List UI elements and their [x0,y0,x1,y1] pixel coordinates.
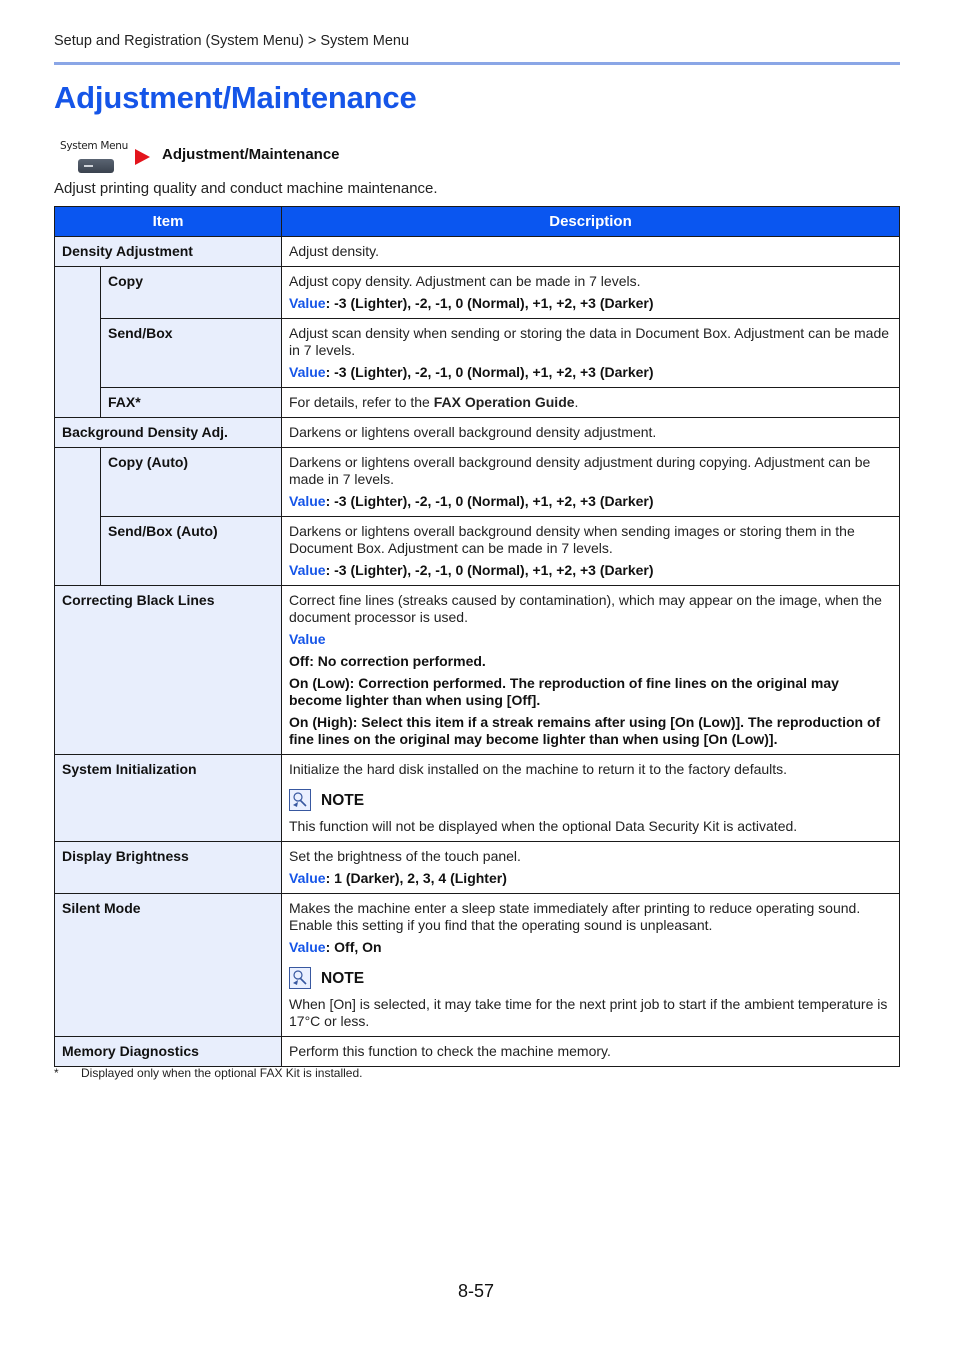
table-row [55,319,900,388]
item-display-brightness: Display Brightness [55,842,282,894]
value-text: : -3 (Lighter), -2, -1, 0 (Normal), +1, +2, +3 (Darker) [325,493,654,509]
note-text: This function will not be displayed when the optional Data Security Kit is activated. [289,818,798,834]
desc-text: Darkens or lightens overall background density when sending images or storing them in the Document Box. Adjustment can be made in 7 levels. [289,523,855,556]
indent-cell [55,267,101,418]
desc-send-box [282,319,900,388]
value-line [289,562,892,579]
value-text: : Off, On [325,939,382,955]
note-text: When [On] is selected, it may take time for the next print job to start if the ambient temperature is 17°C or less. [289,996,888,1029]
desc-background-density: Darkens or lightens overall background density adjustment. [282,418,900,448]
footnote-mark: * [54,1066,59,1080]
item-send-box: Send/Box [101,319,282,388]
value-line [289,295,892,312]
value-label: Value [289,295,326,311]
item-copy: Copy [101,267,282,319]
option-off: Off: No correction performed. [289,653,486,669]
desc-text: Darkens or lightens overall background density adjustment during copying. Adjustment can be made in 7 levels. [289,454,871,487]
system-menu-key-icon [58,140,130,176]
desc-send-box-auto [282,517,900,586]
item-memory-diagnostics: Memory Diagnostics [55,1037,282,1067]
table-row [55,894,900,1037]
header-divider [54,62,900,65]
settings-table [54,206,900,1067]
note-block [289,788,892,812]
value-label: Value [289,562,326,578]
table-row [55,586,900,755]
note-pointer-icon [289,789,311,811]
item-fax: FAX* [101,388,282,418]
desc-text: Adjust copy density. Adjustment can be made in 7 levels. [289,273,641,289]
item-silent-mode: Silent Mode [55,894,282,1037]
column-header-description: Description [282,207,900,237]
value-text: : 1 (Darker), 2, 3, 4 (Lighter) [325,870,507,886]
item-system-initialization: System Initialization [55,755,282,842]
desc-text: Makes the machine enter a sleep state immediately after printing to reduce operating sound. Enable this setting if you find that the operating sound is unpleasant. [289,900,861,933]
item-send-box-auto: Send/Box (Auto) [101,517,282,586]
item-copy-auto: Copy (Auto) [101,448,282,517]
option-on-low: On (Low): Correction performed. The reproduction of fine lines on the original may become lighter than when using [Off]. [289,675,839,708]
option-on-high: On (High): Select this item if a streak remains after using [On (Low)]. The reproduction of fine lines on the original may become lighter than when using [On (Low)]. [289,714,881,747]
desc-correcting-black-lines [282,586,900,755]
value-line [289,364,892,381]
system-menu-key-label: System Menu [60,140,129,152]
value-label: Value [289,364,326,380]
table-row [55,237,900,267]
value-label: Value [289,493,326,509]
item-density-adjustment: Density Adjustment [55,237,282,267]
value-line [289,493,892,510]
red-arrow-right-icon [135,149,150,165]
desc-text: Initialize the hard disk installed on the machine to return it to the factory defaults. [289,761,788,777]
desc-text: . [574,394,579,410]
page-number: 8-57 [458,1281,495,1301]
note-label: NOTE [321,791,365,809]
desc-copy [282,267,900,319]
desc-fax [282,388,900,418]
desc-memory-diagnostics: Perform this function to check the machine memory. [282,1037,900,1067]
value-label: Value [289,939,326,955]
table-row [55,517,900,586]
table-row [55,842,900,894]
value-line [289,870,892,887]
page-title: Adjustment/Maintenance [54,80,417,115]
table-row [55,1037,900,1067]
desc-text: Correct fine lines (streaks caused by contamination), which may appear on the image, when the document processor is used. [289,592,882,625]
desc-text: Adjust scan density when sending or storing the data in Document Box. Adjustment can be made in 7 levels. [289,325,890,358]
indent-cell [55,448,101,586]
footnote [54,1066,363,1080]
value-text: : -3 (Lighter), -2, -1, 0 (Normal), +1, +2, +3 (Darker) [325,295,654,311]
table-header-row [55,207,900,237]
menu-route: Adjustment/Maintenance [162,146,340,163]
footnote-text: Displayed only when the optional FAX Kit is installed. [81,1066,363,1080]
table-row [55,267,900,319]
desc-copy-auto [282,448,900,517]
table-row [55,755,900,842]
desc-text: For details, refer to the [289,394,434,410]
intro-text: Adjust printing quality and conduct machine maintenance. [54,180,438,197]
column-header-item: Item [55,207,282,237]
value-text: : -3 (Lighter), -2, -1, 0 (Normal), +1, +2, +3 (Darker) [325,562,654,578]
value-label: Value [289,631,326,647]
value-text: : -3 (Lighter), -2, -1, 0 (Normal), +1, +2, +3 (Darker) [325,364,654,380]
desc-display-brightness [282,842,900,894]
table-row [55,388,900,418]
table-row [55,448,900,517]
value-label: Value [289,870,326,886]
desc-silent-mode [282,894,900,1037]
item-background-density: Background Density Adj. [55,418,282,448]
item-correcting-black-lines: Correcting Black Lines [55,586,282,755]
value-line [289,939,892,956]
note-block [289,966,892,990]
desc-text: Set the brightness of the touch panel. [289,848,521,864]
system-menu-key-shape [78,159,114,173]
breadcrumb: Setup and Registration (System Menu) > System Menu [54,33,410,49]
fax-guide-reference: FAX Operation Guide [433,394,575,410]
desc-density-adjustment: Adjust density. [282,237,900,267]
note-label: NOTE [321,969,365,987]
desc-system-initialization [282,755,900,842]
note-pointer-icon [289,967,311,989]
table-row [55,418,900,448]
